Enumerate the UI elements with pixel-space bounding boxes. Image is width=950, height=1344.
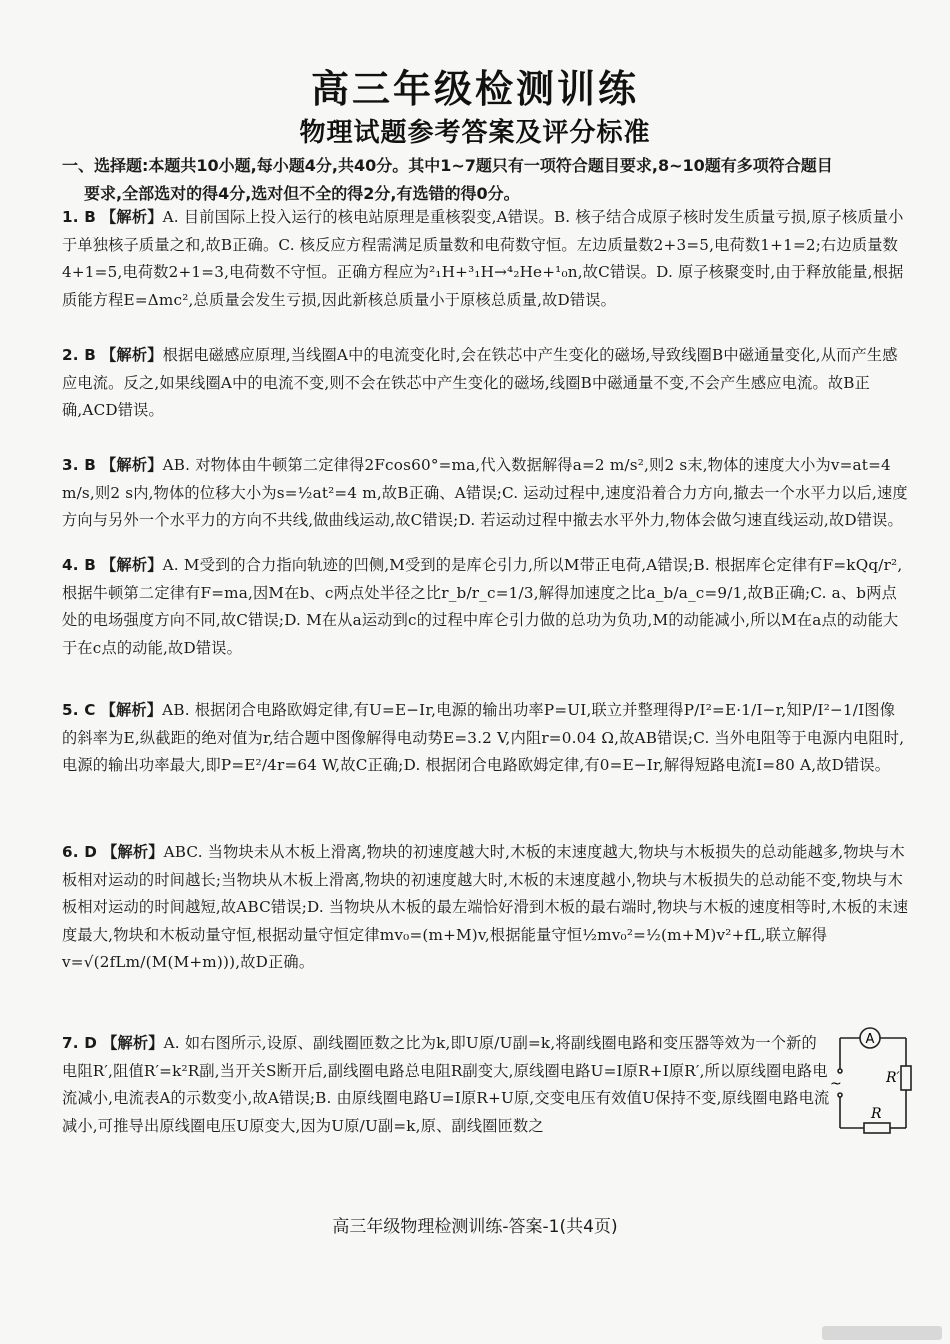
terminal-icon xyxy=(838,1069,842,1073)
answer-item xyxy=(62,697,910,780)
answer-item xyxy=(62,204,910,314)
answer-number: 5. C xyxy=(62,701,96,719)
answer-item xyxy=(62,452,910,535)
answer-item xyxy=(62,1030,832,1140)
answer-text: A. 目前国际上投入运行的核电站原理是重核裂变,A错误。B. 核子结合成原子核时发生质量亏损,原子核质量小于单独核子质量之和,故B正确。C. 核反应方程需满足质量数和电荷数守恒。左边质量数2+3=5,电荷数1+1=2;右边质量数4+1=5,电荷数2+1=3,电荷数不守恒。正确方程应为²₁H+³₁H→⁴₂He+¹₀n,故C错误。D. 原子核聚变时,由于释放能量,根据质能方程E=Δmc²,总质量会发生亏损,因此新核总质量小于原核总质量,故D错误。 xyxy=(62,208,904,309)
answer-item xyxy=(62,552,910,662)
ac-source-label: ~ xyxy=(830,1076,842,1092)
answer-number: 7. D xyxy=(62,1034,98,1052)
page-subtitle: 物理试题参考答案及评分标准 xyxy=(299,118,651,148)
answer-number: 1. B xyxy=(62,208,97,226)
answer-text: A. M受到的合力指向轨迹的凹侧,M受到的是库仑引力,所以M带正电荷,A错误;B. 根据库仑定律有F=kQq/r²,根据牛顿第二定律有F=ma,因M在b、c两点处半径之比r_b/r_c=1/3,解得加速度之比a_b/a_c=9/1,故B正确;C. a、b两点处的电场强度方向不同,故C错误;D. M在从a运动到c的过程中库仑引力做的总功为负功,M的动能减小,所以M在a点的动能大于在c点的动能,故D错误。 xyxy=(62,556,903,657)
answer-text: AB. 根据闭合电路欧姆定律,有U=E−Ir,电源的输出功率P=UI,联立并整理得P/I²=E·1/I−r,知P/I²−1/I图像的斜率为E,纵截距的绝对值为r,结合题中图像解得电动势E=3.2 V,内阻r=0.04 Ω,故AB错误;C. 当外电阻等于电源内电阻时,电源的输出功率最大,即P=E²/4r=64 W,故C正确;D. 根据闭合电路欧姆定律,有0=E−Ir,解得短路电流I=80 A,故D错误。 xyxy=(62,701,905,774)
analysis-tag: 【解析】 xyxy=(100,701,163,719)
answer-number: 2. B xyxy=(62,346,97,364)
terminal-icon xyxy=(838,1093,842,1097)
answer-text: AB. 对物体由牛顿第二定律得2Fcos60°=ma,代入数据解得a=2 m/s²,则2 s末,物体的速度大小为v=at=4 m/s,则2 s内,物体的位移大小为s=½at²=4 m,故B正确、A错误;C. 运动过程中,速度沿着合力方向,撤去一个水平力以后,速度方向与另外一个水平力的方向不共线,做曲线运动,故C错误;D. 若运动过程中撤去水平外力,物体会做匀速直线运动,故D错误。 xyxy=(62,456,908,529)
resistor-label-r-prime: R′ xyxy=(886,1070,900,1086)
analysis-tag: 【解析】 xyxy=(101,556,163,574)
answer-number: 3. B xyxy=(62,456,97,474)
circuit-diagram xyxy=(828,1018,918,1138)
answer-number: 4. B xyxy=(62,556,97,574)
resistor-icon xyxy=(864,1123,890,1133)
analysis-tag: 【解析】 xyxy=(102,1034,164,1052)
resistor-icon xyxy=(901,1066,911,1090)
section-heading xyxy=(62,152,907,208)
page-footer: 高三年级物理检测训练-答案-1(共4页) xyxy=(332,1217,618,1237)
ammeter-label: A xyxy=(865,1032,875,1047)
analysis-tag: 【解析】 xyxy=(101,346,163,364)
resistor-label-r: R xyxy=(871,1106,882,1122)
section-heading-line1: 一、选择题:本题共10小题,每小题4分,共40分。其中1~7题只有一项符合题目要求,8~10题有多项符合题目 xyxy=(62,156,833,175)
answer-text: ABC. 当物块未从木板上滑离,物块的初速度越大时,木板的末速度越大,物块与木板损失的总动能越多,物块与木板相对运动的时间越长;当物块从木板上滑离,物块的初速度越大时,木板的末速度越小,物块与木板损失的总动能不变,物块与木板相对运动的时间越短,故ABC错误;D. 当物块从木板的最左端恰好滑到木板的最右端时,物块与木板的速度相等时,木板的末速度最大,物块和木板动量守恒,根据动量守恒定律mv₀=(m+M)v,根据能量守恒½mv₀²=½(m+M)v²+fL,联立解得v=√(2fLm/(M(M+m))),故D正确。 xyxy=(62,843,909,971)
answer-number: 6. D xyxy=(62,843,98,861)
answer-text: A. 如右图所示,设原、副线圈匝数之比为k,即U原/U副=k,将副线圈电路和变压器等效为一个新的电阻R′,阻值R′=k²R副,当开关S断开后,副线圈电路总电阻R副变大,原线圈电路U=I原R+I原R′,所以原线圈电路电流减小,电流表A的示数变小,故A错误;B. 由原线圈电路U=I原R+U原,交变电压有效值U保持不变,原线圈电路电流减小,可推导出原线圈电压U原变大,因为U原/U副=k,原、副线圈匝数之 xyxy=(62,1034,830,1135)
watermark-badge xyxy=(822,1326,942,1340)
analysis-tag: 【解析】 xyxy=(101,208,163,226)
page-title: 高三年级检测训练 xyxy=(310,67,639,111)
analysis-tag: 【解析】 xyxy=(102,843,164,861)
section-heading-line2: 要求,全部选对的得4分,选对但不全的得2分,有选错的得0分。 xyxy=(84,184,520,203)
answer-item xyxy=(62,342,910,425)
answer-item xyxy=(62,839,910,977)
analysis-tag: 【解析】 xyxy=(101,456,163,474)
answer-text: 根据电磁感应原理,当线圈A中的电流变化时,会在铁芯中产生变化的磁场,导致线圈B中磁通量变化,从而产生感应电流。反之,如果线圈A中的电流不变,则不会在铁芯中产生变化的磁场,线圈B中磁通量不变,不会产生感应电流。故B正确,ACD错误。 xyxy=(62,346,898,419)
